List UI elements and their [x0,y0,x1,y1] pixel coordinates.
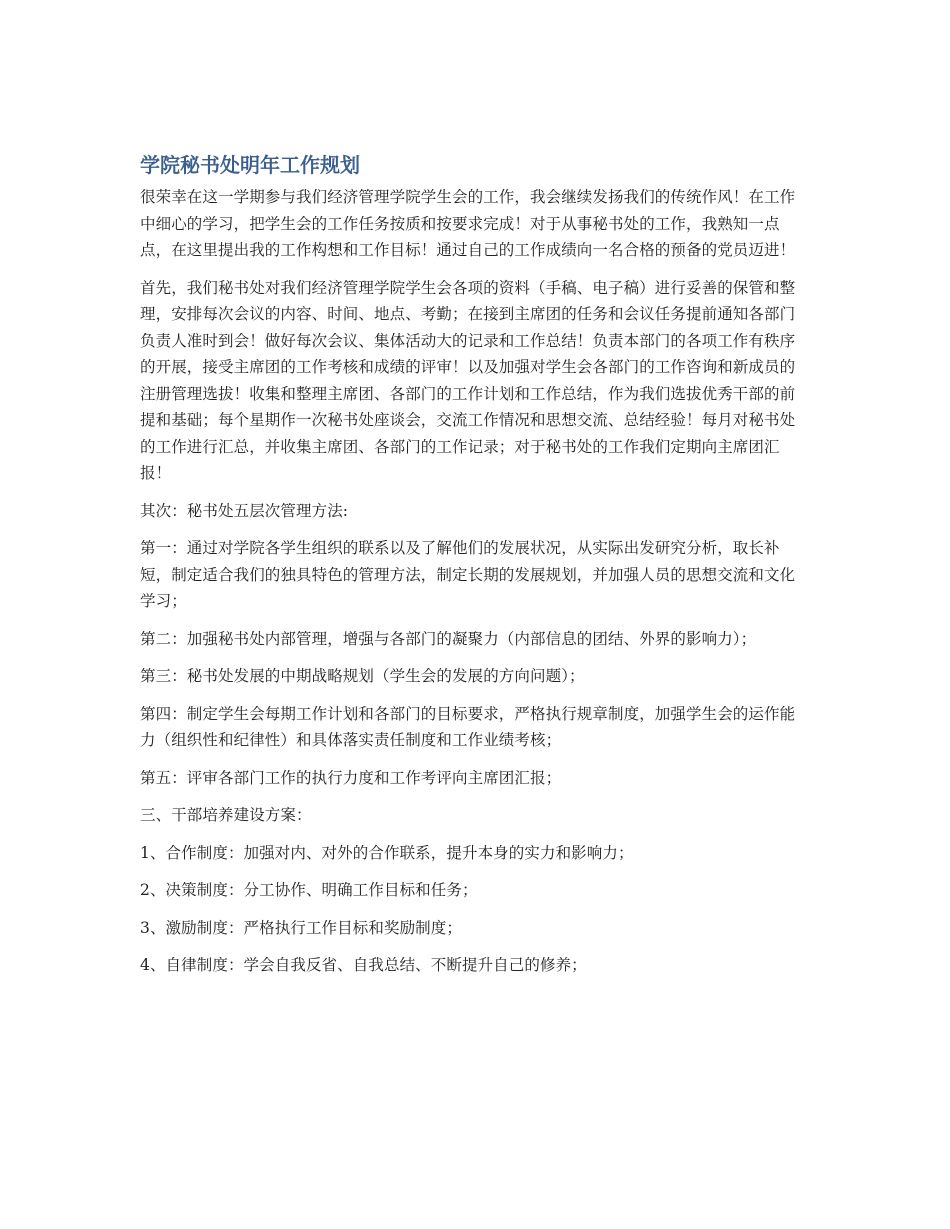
document-page [140,150,810,990]
paragraph-level-five: 第五：评审各部门工作的执行力度和工作考评向主席团汇报； [140,768,562,787]
document-title: 学院秘书处明年工作规划 [140,153,360,177]
list-item-decision: 2、决策制度：分工协作、明确工作目标和任务； [140,881,478,899]
list-item-cooperation: 1、合作制度：加强对内、对外的合作联系，提升本身的实力和影响力； [140,843,634,862]
paragraph-level-one: 第一：通过对学院各学生组织的联系以及了解他们的发展状况，从实际出发研究分析，取长补短，制定适合我们的独具特色的管理方法，制定长期的发展规划，并加强人员的思想交流和文化学习； [140,539,796,610]
paragraph-level-four: 第四：制定学生会每期工作计划和各部门的目标要求，严格执行规章制度，加强学生会的运作能力（组织性和纪律性）和具体落实责任制度和工作业绩考核； [140,704,796,749]
paragraph-management-heading: 其次：秘书处五层次管理方法: [140,501,349,520]
paragraph-first: 首先，我们秘书处对我们经济管理学院学生会各项的资料（手稿、电子稿）进行妥善的保管和整理，安排每次会议的内容、时间、地点、考勤；在接到主席团的任务和会议任务提前通知各部门负责人准时到会！做好每次会议、集体活动大的记录和工作总结！负责本部门的各项工作有秩序的开展，接受主席团的工作考核和成绩的评审！以及加强对学生会各部门的工作咨询和新成员的注册管理选拔！收集和整理主席团、各部门的工作计划和工作总结，作为我们选拔优秀干部的前提和基础；每个星期作一次秘书处座谈会，交流工作情况和思想交流、总结经验！每月对秘书处的工作进行汇总，并收集主席团、各部门的工作记录；对于秘书处的工作我们定期向主席团汇报！ [140,278,796,482]
paragraph-level-two: 第二：加强秘书处内部管理，增强与各部门的凝聚力（内部信息的团结、外界的影响力）； [140,629,757,648]
list-item-self-discipline: 4、自律制度：学会自我反省、自我总结、不断提升自己的修养； [140,956,587,974]
paragraph-intro: 很荣幸在这一学期参与我们经济管理学院学生会的工作，我会继续发扬我们的传统作风！在工作中细心的学习，把学生会的工作任务按质和按要求完成！对于从事秘书处的工作，我熟知一点点，在这里提出我的工作构想和工作目标！通过自己的工作成绩向一名合格的预备的党员迈进！ [140,188,796,259]
paragraph-level-three: 第三：秘书处发展的中期战略规划（学生会的发展的方向问题）； [140,667,585,685]
paragraph-cadre-heading: 三、干部培养建设方案： [140,806,312,824]
list-item-incentive: 3、激励制度：严格执行工作目标和奖励制度； [140,918,462,937]
